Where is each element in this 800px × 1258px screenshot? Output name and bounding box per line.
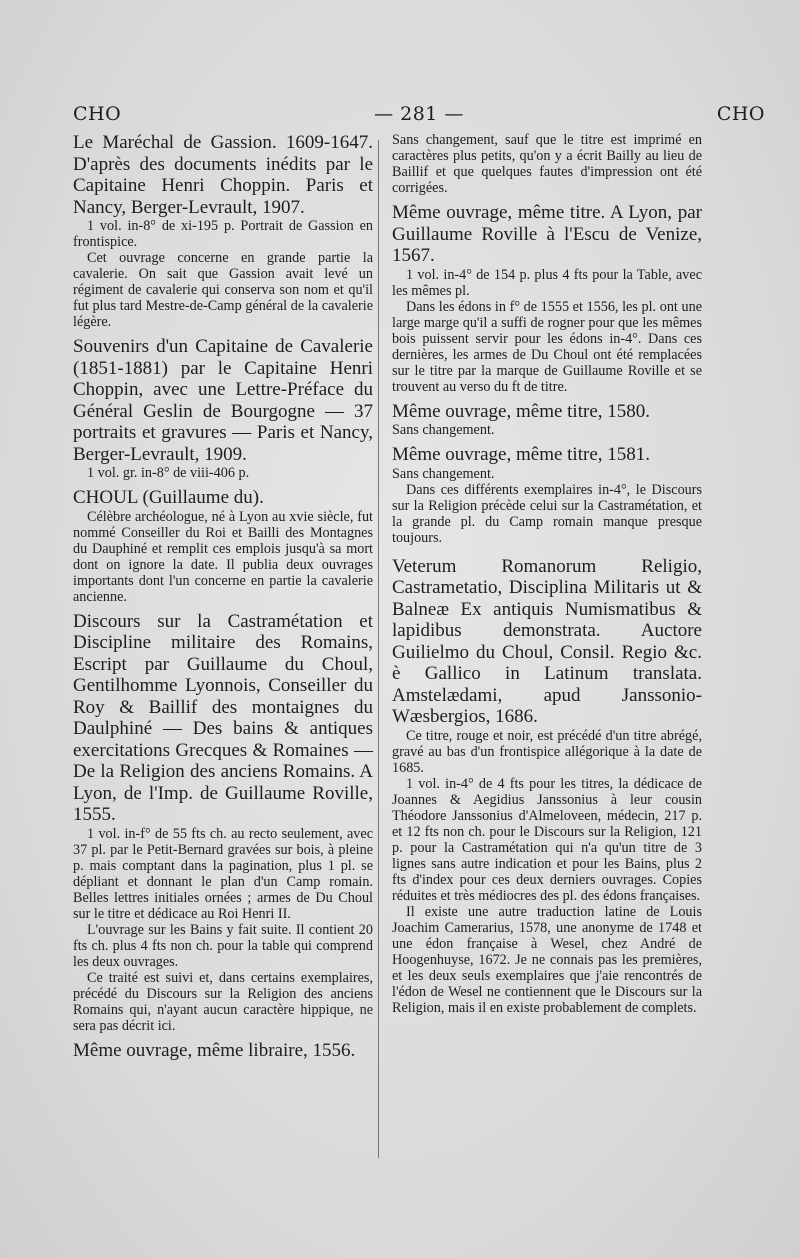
entry-title: Veterum Romanorum Religio, Castrametatio, Disciplina Militaris ut & Balneæ Ex antiquis Numismatibus & lapidibus demonstrata. Auctore Guilielmo du Choul, Consil. Regio &c. è Gallico in Latinum translata. Amstelædami, apud Janssonio-Wæsbergios, 1686. <box>392 555 702 727</box>
entry-note: Dans ces différents exemplaires in-4°, le Discours sur la Religion précède celui sur la Castramétation, et la grande pl. du Camp romain manque presque toujours. <box>392 481 702 546</box>
header-right: CHO <box>716 103 765 125</box>
right-column <box>392 132 702 1016</box>
page-number: — 281 — <box>374 103 464 125</box>
entry-title: Même ouvrage, même libraire, 1556. <box>73 1039 356 1061</box>
entry-note: Ce titre, rouge et noir, est précédé d'un titre abrégé, gravé au bas d'un frontispice allégorique à la date de 1685. <box>392 727 702 776</box>
entry-note: 1 vol. in-4° de 154 p. plus 4 fts pour la Table, avec les mêmes pl. <box>392 266 702 299</box>
entry-title: Même ouvrage, même titre. A Lyon, par Guillaume Roville à l'Escu de Venize, 1567. <box>392 202 702 266</box>
entry-note: 1 vol. gr. in-8° de viii-406 p. <box>87 465 250 481</box>
author-heading: CHOUL (Guillaume du). <box>73 487 264 508</box>
running-head <box>73 103 765 131</box>
entry-title: Souvenirs d'un Capitaine de Cavalerie (1851-1881) par le Capitaine Henri Choppin, avec une Lettre-Préface du Général Geslin de Bourgogne — 37 portraits et gravures — Paris et Nancy, Berger-Levrault, 1909. <box>73 336 373 465</box>
entry-title: Même ouvrage, même titre, 1581. <box>392 444 651 465</box>
header-left: CHO <box>73 103 122 125</box>
entry-note: Dans les édons in f° de 1555 et 1556, les pl. ont une large marge qu'il a suffi de rogner pour que les mêmes bois puissent servir pour les édons in-4°. Dans ces dernières, les armes de Du Choul ont été remplacées sur le titre par la marque de Guillaume Roville et se trouvent au verso du ft de titre. <box>392 298 702 395</box>
entry-note: Il existe une autre traduction latine de Louis Joachim Camerarius, 1578, une anonyme de 1748 et une édon française à Wesel, chez André de Hoogenhuyse, 1672. Je ne connais pas les premières, et les deux seuls exemplaires que j'aie rencontrés de l'édon de Wesel ne contiennent que le Discours sur la Religion, mais il en existe probablement de complets. <box>392 903 702 1016</box>
entry-note: 1 vol. in-8° de xi-195 p. Portrait de Gassion en frontispice. <box>73 218 373 250</box>
entry-note: L'ouvrage sur les Bains y fait suite. Il contient 20 fts ch. plus 4 fts non ch. pour la table qui comprend les deux ouvrages. <box>73 921 373 970</box>
entry-title: Même ouvrage, même titre, 1580. <box>392 400 651 422</box>
entry-note: Ce traité est suivi et, dans certains exemplaires, précédé du Discours sur la Religion des anciens Romains qui, n'ayant aucun caractère hippique, ne sera pas décrit ici. <box>73 969 373 1034</box>
entry-note: Cet ouvrage concerne en grande partie la cavalerie. On sait que Gassion avait levé un régiment de cavalerie qui conserva son nom et qu'il fut plus tard Mestre-de-Camp général de la cavalerie légère. <box>73 250 373 330</box>
entry-note: Sans changement. <box>392 422 495 438</box>
left-column <box>73 132 373 1061</box>
entry-title: Le Maréchal de Gassion. 1609-1647. D'après des documents inédits par le Capitaine Henri Choppin. Paris et Nancy, Berger-Levrault, 1907. <box>73 132 373 218</box>
column-divider <box>378 140 379 1158</box>
author-biography: Célèbre archéologue, né à Lyon au xvie siècle, fut nommé Conseiller du Roi et Bailli des Montagnes du Dauphiné et remplit ces emplois jusqu'à sa mort dont on ignore la date. Il publia deux ouvrages importants dont l'un concerne en partie la cavalerie ancienne. <box>73 508 373 605</box>
entry-note: Sans changement, sauf que le titre est imprimé en caractères plus petits, qu'on y a écrit Bailly au lieu de Baillif et que quelques fautes d'impression ont été corrigées. <box>392 132 702 196</box>
entry-note: 1 vol. in-f° de 55 fts ch. au recto seulement, avec 37 pl. par le Petit-Bernard gravées sur bois, à pleine p. mais comptant dans la pagination, plus 1 pl. se dépliant et donnant le plan d'un Camp romain. Belles lettres initiales ornées ; armes de Du Choul sur le titre et dédicace au Roi Henri II. <box>73 825 373 922</box>
entry-title: Discours sur la Castramétation et Discipline militaire des Romains, Escript par Guillaume du Choul, Gentilhomme Lyonnois, Conseiller du Roy & Baillif des montaignes du Daulphiné — Des bains & antiques exercitations Grecques & Romaines — De la Religion des anciens Romains. A Lyon, de l'Imp. de Guillaume Roville, 1555. <box>73 610 373 825</box>
entry-note: Sans changement. <box>392 465 495 482</box>
entry-note: 1 vol. in-4° de 4 fts pour les titres, la dédicace de Joannes & Aegidius Janssonius à leur cousin Théodore Janssonius d'Almeloveen, médecin, 217 p. et 12 fts non ch. pour le Discours sur la Religion, 121 p. pour la Castramétation qui n'a qu'un titre de 3 lignes sans autre indication et pour les Bains, plus 2 fts d'index pour ces deux derniers ouvrages. Copies réduites et très médiocres des pl. des édons françaises. <box>392 775 702 904</box>
